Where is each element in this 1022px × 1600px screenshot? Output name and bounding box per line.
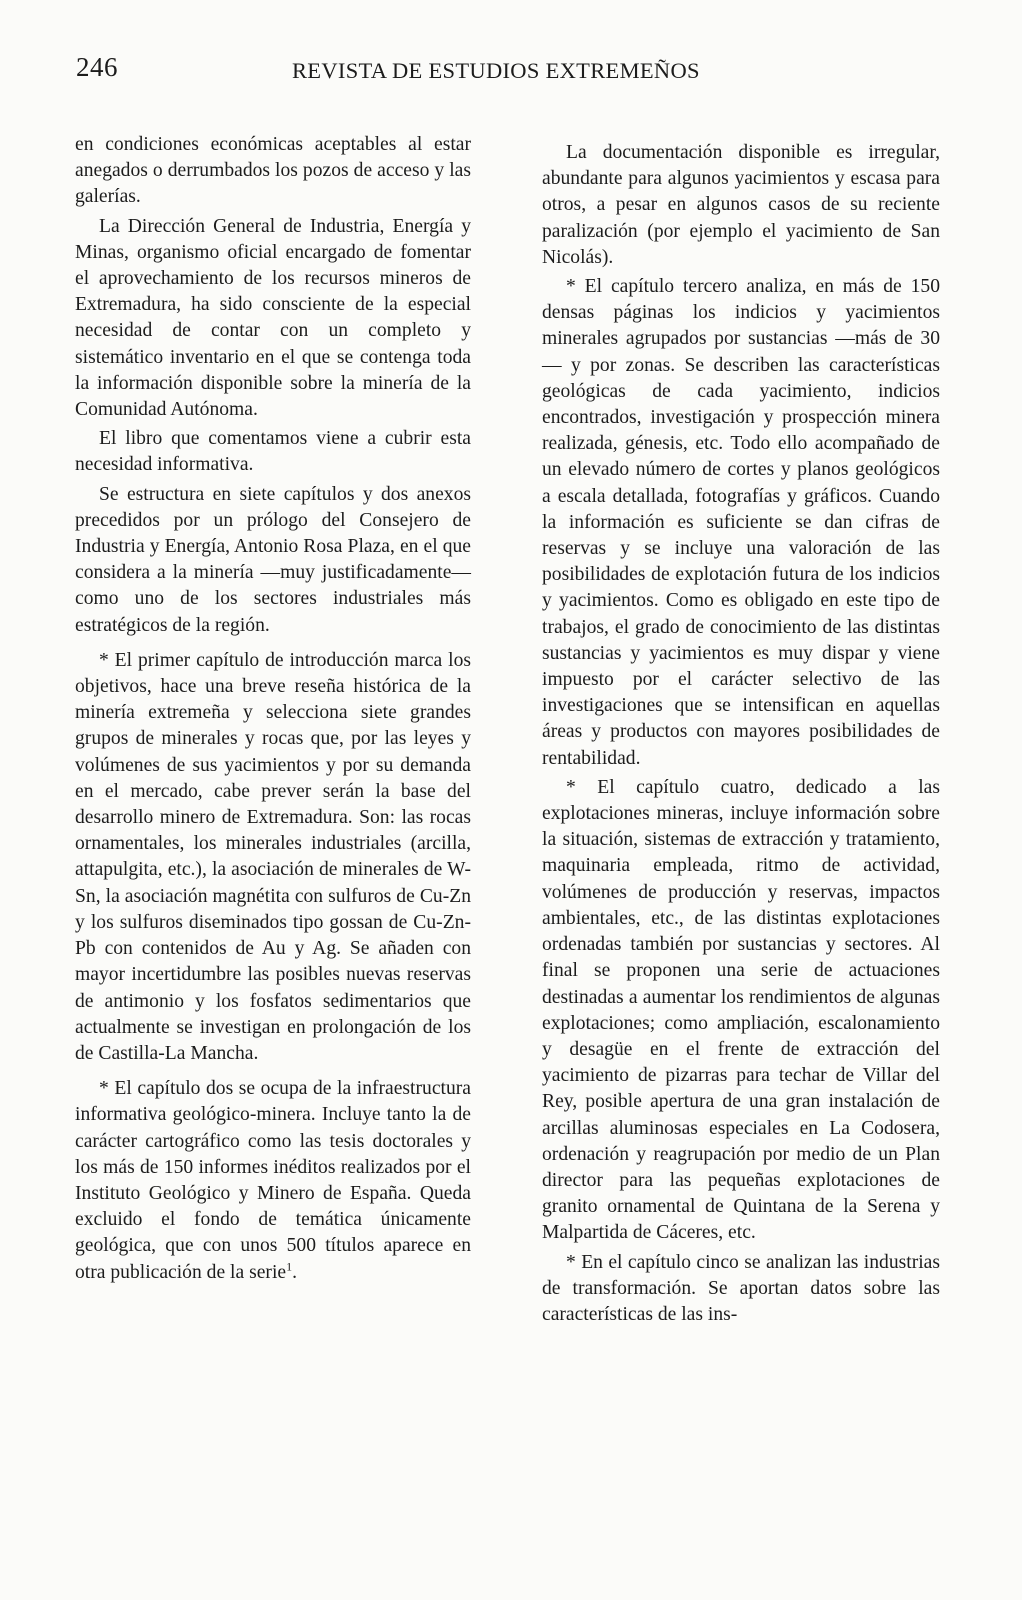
paragraph: La documentación disponible es irregular, abundante para algunos yacimientos y escasa para otros, a pesar en algunos casos de su reciente paralización (por ejemplo el yacimiento de San Nicolás). — [542, 142, 940, 268]
paragraph: Se estructura en siete capítulos y dos anexos precedidos por un prólogo del Consejero de Industria y Energía, Antonio Rosa Plaza, en el que considera a la minería —muy justificadamente— como uno de los sectores industriales más estratégicos de la región. — [75, 483, 471, 636]
left-column — [75, 132, 471, 1286]
right-column — [542, 140, 940, 1328]
paragraph: * En el capítulo cinco se analizan las industrias de transformación. Se aportan datos sobre las características de las ins- — [542, 1251, 940, 1325]
paragraph-end: . — [292, 1261, 297, 1283]
running-head: REVISTA DE ESTUDIOS EXTREMEÑOS — [292, 58, 700, 83]
paragraph: La Dirección General de Industria, Energía y Minas, organismo oficial encargado de fomentar el aprovechamiento de los recursos mineros de Extremadura, ha sido consciente de la especial necesidad de contar con un completo y sistemático inventario en el que se contenga toda la información disponible sobre la minería de la Comunidad Autónoma. — [75, 215, 471, 421]
paragraph: El libro que comentamos viene a cubrir esta necesidad informativa. — [75, 428, 471, 476]
footnote-marker: 1 — [286, 1259, 293, 1273]
paragraph-text: * El capítulo dos se ocupa de la infraestructura informativa geológico-minera. Incluye tanto la de carácter cartográfico como las tesis doctorales y los más de 150 informes inéditos realizados por el Instituto Geológico y Minero de España. Queda excluido el fondo de temática únicamente geológica, que con unos 500 títulos aparece en otra publicación de la serie — [75, 1078, 471, 1283]
paragraph: en condiciones económicas aceptables al estar anegados o derrumbados los pozos de acceso y las galerías. — [75, 134, 471, 208]
paragraph: * El capítulo cuatro, dedicado a las explotaciones mineras, incluye información sobre la situación, sistemas de extracción y tratamiento, maquinaria empleada, ritmo de actividad, volúmenes de producción y reservas, impactos ambientales, etc., de las distintas explotaciones ordenadas también por sustancias y sectores. Al final se proponen una serie de actuaciones destinadas a aumentar los rendimientos de algunas explotaciones; como ampliación, escalonamiento y desagüe en el frente de extracción del yacimiento de pizarras para techar de Villar del Rey, posible apertura de una gran instalación de arcillas aluminosas especiales en La Codosera, ordenación y reagrupación por medio de un Plan director para las pequeñas explotaciones de granito ornamental de Quintana de la Serena y Malpartida de Cáceres, etc. — [542, 776, 940, 1244]
page-number: 246 — [76, 52, 118, 82]
paragraph: * El primer capítulo de introducción marca los objetivos, hace una breve reseña histórica de la minería extremeña y selecciona siete grandes grupos de minerales y rocas que, por las leyes y volúmenes de sus yacimientos y por su demanda en el mercado, cabe prever serán la base del desarrollo minero de Extremadura. Son: las rocas ornamentales, los minerales industriales (arcilla, attapulgita, etc.), la asociación de minerales de W-Sn, la asociación magnétita con sulfuros de Cu-Zn y los sulfuros diseminados tipo gossan de Cu-Zn-Pb con contenidos de Au y Ag. Se añaden con mayor incertidumbre las posibles nuevas reservas de antimonio y los fosfatos sedimentarios que actualmente se investigan en prolongación de los de Castilla-La Mancha. — [75, 649, 471, 1064]
paragraph: * El capítulo tercero analiza, en más de 150 densas páginas los indicios y yacimientos minerales agrupados por sustancias —más de 30— y por zonas. Se describen las características geológicas de cada yacimiento, indicios encontrados, investigación y prospección minera realizada, génesis, etc. Todo ello acompañado de un elevado número de cortes y planos geológicos a escala detallada, fotografías y gráficos. Cuando la información es suficiente se dan cifras de reservas y se incluye una valoración de las posibilidades de explotación futura de los indicios y yacimientos. Como es obligado en este tipo de trabajos, el grado de conocimiento de las distintas sustancias y yacimientos es muy dispar y viene impuesto por el carácter selectivo de las investigaciones que se intensifican en aquellas áreas y productos con mayores posibilidades de rentabilidad. — [542, 276, 940, 769]
paragraph — [75, 1076, 471, 1286]
